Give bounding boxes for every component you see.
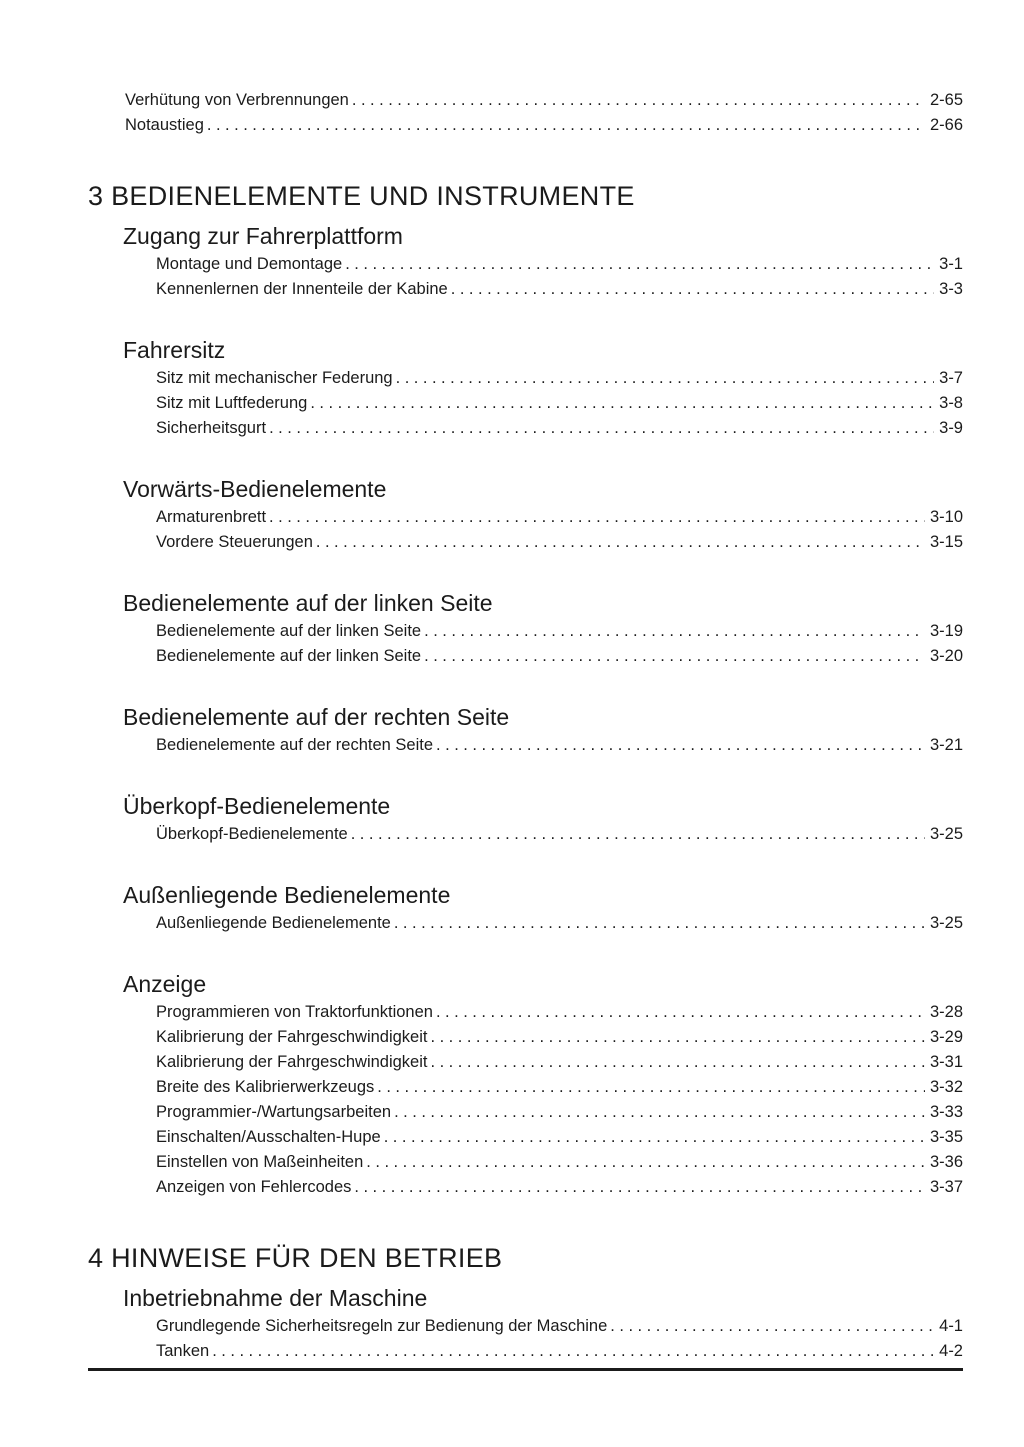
- toc-entry-page: 3-33: [929, 1103, 963, 1121]
- toc-entry-label: Bedienelemente auf der linken Seite: [156, 647, 422, 665]
- dot-leader: [354, 1175, 925, 1200]
- section-title: Außenliegende Bedienelemente: [123, 882, 451, 908]
- toc-entry: [88, 1025, 963, 1050]
- toc-entry-label: Montage und Demontage: [156, 255, 343, 273]
- chapter-title: 3 BEDIENELEMENTE UND INSTRUMENTE: [88, 181, 635, 211]
- toc-entry: [88, 88, 963, 113]
- dot-leader: [310, 391, 934, 416]
- toc-entry-page: 4-1: [939, 1317, 963, 1335]
- toc-entry: [88, 1150, 963, 1175]
- toc-entry-label: Sitz mit Luftfederung: [156, 394, 308, 412]
- toc-entry-page: 3-35: [929, 1128, 963, 1146]
- section-title: Zugang zur Fahrerplattform: [123, 223, 403, 249]
- toc-entry-label: Außenliegende Bedienelemente: [156, 914, 391, 932]
- dot-leader: [352, 88, 925, 113]
- toc-entry-label: Bedienelemente auf der linken Seite: [156, 622, 422, 640]
- toc-entry: [88, 252, 963, 277]
- toc-entry-label: Vordere Steuerungen: [156, 533, 313, 551]
- toc-entry-label: Tanken: [156, 1342, 210, 1360]
- toc-entry: [88, 619, 963, 644]
- section-title: Fahrersitz: [123, 337, 226, 363]
- dot-leader: [394, 1100, 925, 1125]
- toc-entry: [88, 733, 963, 758]
- toc-entry-page: 3-37: [929, 1178, 963, 1196]
- dot-leader: [212, 1339, 934, 1364]
- dot-leader: [430, 1050, 924, 1075]
- toc-entry: [88, 1100, 963, 1125]
- toc-entry: [88, 366, 963, 391]
- section-title: Vorwärts-Bedienelemente: [123, 476, 387, 502]
- toc-entry-label: Programmier-/Wartungsarbeiten: [156, 1103, 392, 1121]
- toc-entry: [88, 1314, 963, 1339]
- dot-leader: [396, 366, 935, 391]
- dot-leader: [351, 822, 925, 847]
- toc-entry: [88, 1339, 963, 1364]
- dot-leader: [610, 1314, 934, 1339]
- toc-entry-page: 3-21: [929, 736, 963, 754]
- toc-entry-label: Programmieren von Traktorfunktionen: [156, 1003, 433, 1021]
- toc-entry-page: 3-19: [929, 622, 963, 640]
- section-title: Überkopf-Bedienelemente: [123, 793, 391, 819]
- dot-leader: [366, 1150, 925, 1175]
- toc-entry-page: 3-31: [929, 1053, 963, 1071]
- toc-entry: [88, 822, 963, 847]
- section-title: Bedienelemente auf der linken Seite: [123, 590, 493, 616]
- dot-leader: [269, 416, 934, 441]
- dot-leader: [269, 505, 925, 530]
- toc-entry: [88, 113, 963, 138]
- dot-leader: [316, 530, 925, 555]
- toc-entry-label: Grundlegende Sicherheitsregeln zur Bedienung der Maschine: [156, 1317, 608, 1335]
- toc-entry-label: Kalibrierung der Fahrgeschwindigkeit: [156, 1053, 428, 1071]
- dot-leader: [424, 644, 925, 669]
- toc-entry: [88, 277, 963, 302]
- section-title: Anzeige: [123, 971, 207, 997]
- toc-entry-page: 2-65: [929, 91, 963, 109]
- toc-entry: [88, 530, 963, 555]
- toc-groups: [88, 88, 963, 1364]
- chapter-title: 4 HINWEISE FÜR DEN BETRIEB: [88, 1243, 503, 1273]
- toc-entry-label: Armaturenbrett: [156, 508, 267, 526]
- toc-entry-page: 3-25: [929, 825, 963, 843]
- toc-entry: [88, 1075, 963, 1100]
- toc-entry-page: 3-9: [939, 419, 963, 437]
- toc-content: [88, 88, 963, 1371]
- toc-entry: [88, 1050, 963, 1075]
- section-title: Inbetriebnahme der Maschine: [123, 1285, 428, 1311]
- toc-entry-label: Notaustieg: [125, 116, 204, 134]
- toc-entry-label: Sicherheitsgurt: [156, 419, 267, 437]
- dot-leader: [394, 911, 925, 936]
- toc-entry-label: Breite des Kalibrierwerkzeugs: [156, 1078, 375, 1096]
- toc-entry-label: Kennenlernen der Innenteile der Kabine: [156, 280, 448, 298]
- toc-entry: [88, 391, 963, 416]
- dot-leader: [430, 1025, 924, 1050]
- dot-leader: [377, 1075, 925, 1100]
- toc-entry-label: Verhütung von Verbrennungen: [125, 91, 349, 109]
- toc-entry-page: 3-7: [939, 369, 963, 387]
- toc-entry-label: Überkopf-Bedienelemente: [156, 825, 348, 843]
- toc-entry-label: Einschalten/Ausschalten-Hupe: [156, 1128, 381, 1146]
- dot-leader: [384, 1125, 925, 1150]
- dot-leader: [424, 619, 925, 644]
- dot-leader: [345, 252, 934, 277]
- dot-leader: [436, 733, 925, 758]
- toc-entry-page: 3-28: [929, 1003, 963, 1021]
- toc-entry-page: 3-1: [939, 255, 963, 273]
- toc-entry: [88, 1000, 963, 1025]
- toc-entry-label: Bedienelemente auf der rechten Seite: [156, 736, 434, 754]
- toc-entry-page: 3-15: [929, 533, 963, 551]
- toc-entry-label: Sitz mit mechanischer Federung: [156, 369, 393, 387]
- toc-entry-page: 3-25: [929, 914, 963, 932]
- toc-entry-page: 4-2: [939, 1342, 963, 1360]
- toc-entry-page: 3-8: [939, 394, 963, 412]
- dot-leader: [436, 1000, 925, 1025]
- toc-entry-page: 3-10: [929, 508, 963, 526]
- toc-entry-page: 3-20: [929, 647, 963, 665]
- dot-leader: [451, 277, 934, 302]
- toc-entry: [88, 416, 963, 441]
- toc-entry-page: 3-32: [929, 1078, 963, 1096]
- toc-entry-label: Kalibrierung der Fahrgeschwindigkeit: [156, 1028, 428, 1046]
- toc-entry: [88, 1175, 963, 1200]
- toc-entry: [88, 911, 963, 936]
- toc-entry: [88, 1125, 963, 1150]
- toc-entry-page: 2-66: [929, 116, 963, 134]
- toc-entry-page: 3-3: [939, 280, 963, 298]
- toc-entry-label: Einstellen von Maßeinheiten: [156, 1153, 364, 1171]
- toc-entry: [88, 644, 963, 669]
- toc-entry-page: 3-29: [929, 1028, 963, 1046]
- toc-entry-page: 3-36: [929, 1153, 963, 1171]
- toc-entry-label: Anzeigen von Fehlercodes: [156, 1178, 352, 1196]
- footer-rule: [88, 1368, 963, 1371]
- dot-leader: [207, 113, 925, 138]
- section-title: Bedienelemente auf der rechten Seite: [123, 704, 510, 730]
- toc-entry: [88, 505, 963, 530]
